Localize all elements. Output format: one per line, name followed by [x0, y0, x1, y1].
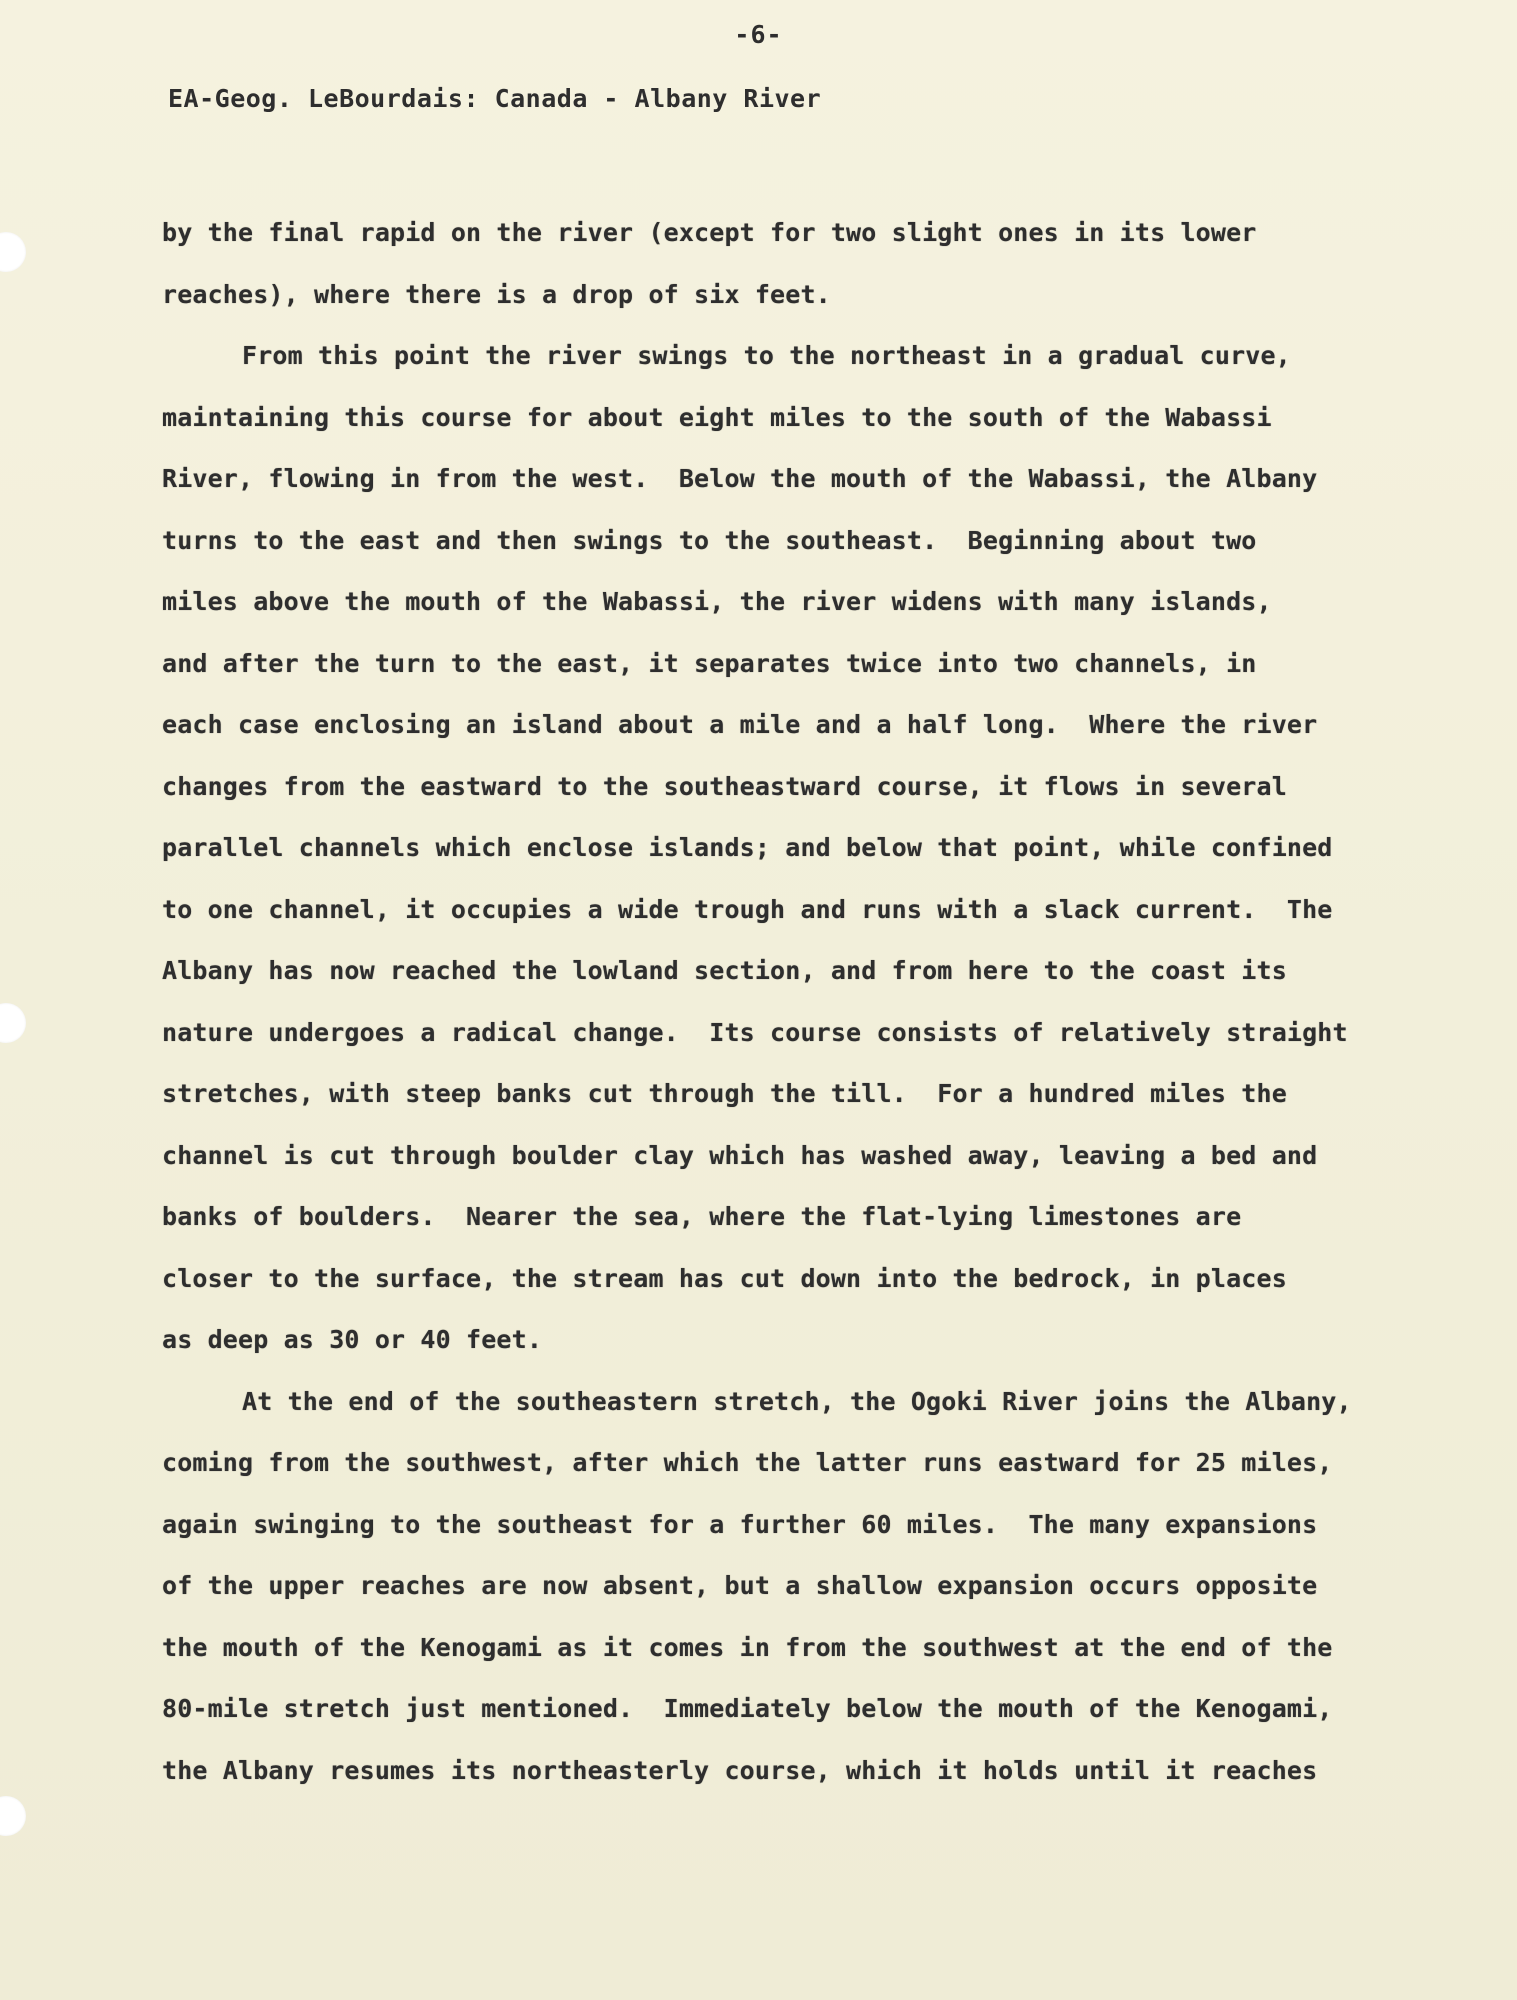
text-line: stretches, with steep banks cut through the till. For a hundred miles the [162, 1079, 1287, 1108]
punch-hole [0, 232, 26, 272]
text-line: coming from the southwest, after which the latter runs eastward for 25 miles, [162, 1448, 1333, 1477]
punch-hole [0, 1796, 26, 1836]
document-body [162, 202, 1382, 1801]
punch-hole [0, 1003, 26, 1043]
text-line: each case enclosing an island about a mile and a half long. Where the river [162, 710, 1318, 739]
document-header: EA-Geog. LeBourdais: Canada - Albany River [168, 84, 822, 113]
paragraph [162, 1371, 1382, 1802]
paragraph [162, 325, 1382, 1371]
text-line: reaches), where there is a drop of six feet. [162, 279, 831, 309]
text-line: by the final rapid on the river (except for two slight ones in its lower [162, 218, 1257, 247]
text-line: closer to the surface, the stream has cut down into the bedrock, in places [162, 1263, 1287, 1293]
text-line: banks of boulders. Nearer the sea, where the flat-lying limestones are [162, 1202, 1242, 1231]
text-line: again swinging to the southeast for a further 60 miles. The many expansions [162, 1509, 1318, 1539]
text-line: to one channel, it occupies a wide trough and runs with a slack current. The [162, 894, 1333, 924]
text-line: miles above the mouth of the Wabassi, the river widens with many islands, [162, 587, 1272, 616]
text-line: of the upper reaches are now absent, but a shallow expansion occurs opposite [162, 1571, 1318, 1600]
text-line: From this point the river swings to the northeast in a gradual curve, [242, 341, 1291, 370]
text-line: maintaining this course for about eight miles to the south of the Wabassi [162, 402, 1272, 432]
text-line: the Albany resumes its northeasterly course, which it holds until it reaches [162, 1755, 1318, 1785]
text-line: turns to the east and then swings to the southeast. Beginning about two [162, 525, 1257, 555]
text-line: At the end of the southeastern stretch, the Ogoki River joins the Albany, [242, 1386, 1352, 1416]
paragraph [162, 202, 1382, 325]
text-line: channel is cut through boulder clay which has washed away, leaving a bed and [162, 1140, 1318, 1170]
text-line: Albany has now reached the lowland section, and from here to the coast its [162, 956, 1287, 985]
text-line: River, flowing in from the west. Below the mouth of the Wabassi, the Albany [162, 464, 1318, 493]
text-line: as deep as 30 or 40 feet. [162, 1325, 543, 1354]
text-line: nature undergoes a radical change. Its course consists of relatively straight [162, 1017, 1348, 1047]
page-number: -6- [734, 20, 783, 49]
text-line: and after the turn to the east, it separates twice into two channels, in [162, 648, 1257, 678]
text-line: 80-mile stretch just mentioned. Immediately below the mouth of the Kenogami, [162, 1694, 1333, 1723]
text-line: the mouth of the Kenogami as it comes in from the southwest at the end of the [162, 1632, 1333, 1662]
text-line: parallel channels which enclose islands; and below that point, while confined [162, 833, 1333, 862]
text-line: changes from the eastward to the southeastward course, it flows in several [162, 771, 1287, 801]
